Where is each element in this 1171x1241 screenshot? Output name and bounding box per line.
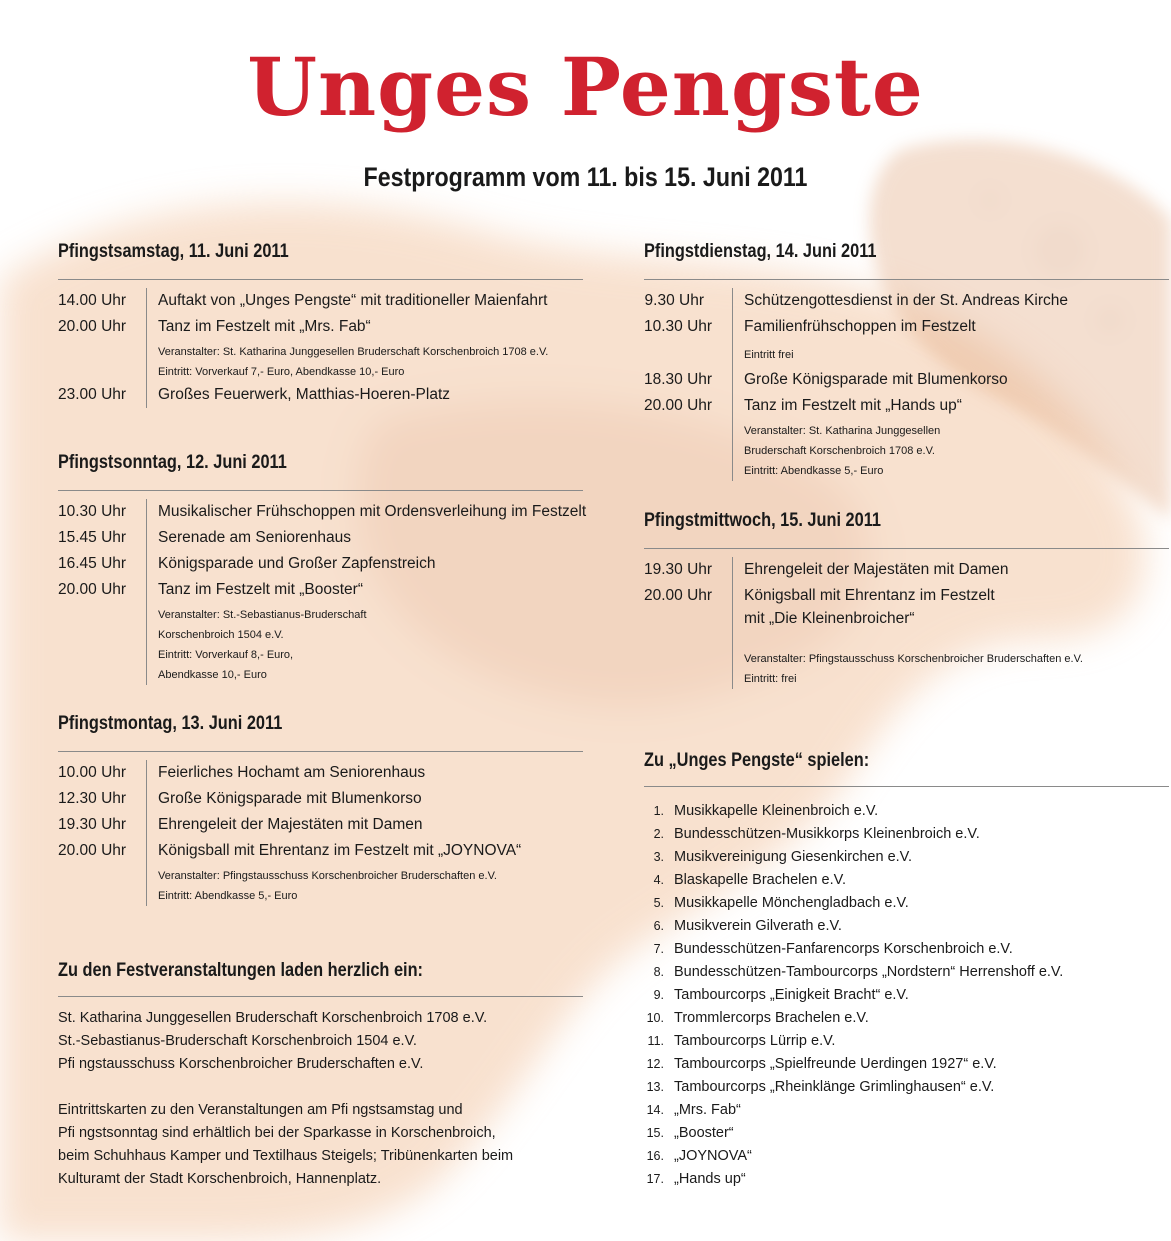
band-name: Trommlercorps Brachelen e.V. — [674, 1010, 869, 1026]
event-time: 23.00 Uhr — [58, 386, 127, 403]
list-number: 10. — [646, 1011, 664, 1025]
page-subtitle: Festprogramm vom 11. bis 15. Juni 2011 — [363, 162, 808, 192]
ticket-line: Eintrittskarten zu den Veranstaltungen am Pfi ngstsamstag und — [58, 1102, 463, 1118]
event-note: Eintritt: Vorverkauf 8,- Euro, — [158, 649, 294, 661]
divider — [644, 279, 1169, 280]
event-row — [644, 314, 1169, 340]
list-number: 3. — [653, 850, 664, 864]
band-list — [644, 800, 1169, 1191]
list-item — [644, 869, 1169, 892]
event-row — [58, 577, 583, 603]
band-name: Bundesschützen-Tambourcorps „Nordstern“ Herrenshoff e.V. — [674, 964, 1064, 980]
event-note: Veranstalter: Pfingstausschuss Korschenbroicher Bruderschaften e.V. — [744, 653, 1083, 665]
host-item: Pfi ngstausschuss Korschenbroicher Bruderschaften e.V. — [58, 1056, 424, 1072]
event-text: mit „Die Kleinenbroicher“ — [744, 610, 915, 627]
list-number: 5. — [653, 896, 664, 910]
list-item — [644, 1122, 1169, 1145]
event-note: Abendkasse 10,- Euro — [158, 669, 267, 681]
list-item — [644, 1099, 1169, 1122]
list-number: 2. — [653, 827, 664, 841]
event-text: Ehrengeleit der Majestäten mit Damen — [158, 816, 423, 833]
event-row — [644, 583, 1169, 609]
event-text: Serenade am Seniorenhaus — [158, 529, 352, 546]
list-item — [644, 915, 1169, 938]
list-number: 9. — [653, 988, 664, 1002]
event-time: 10.30 Uhr — [58, 503, 127, 520]
event-row — [58, 838, 583, 864]
invite-heading: Zu den Festveranstaltungen laden herzlich ein: — [58, 960, 424, 981]
list-item — [644, 1007, 1169, 1030]
event-list — [644, 288, 1169, 481]
divider — [58, 490, 583, 491]
event-row — [58, 786, 583, 812]
band-name: Blaskapelle Brachelen e.V. — [674, 872, 846, 888]
bands-heading: Zu „Unges Pengste“ spielen: — [644, 750, 870, 771]
band-name: Musikkapelle Kleinenbroich e.V. — [674, 803, 879, 819]
day-heading: Pfingstsamstag, 11. Juni 2011 — [58, 241, 289, 262]
event-time: 20.00 Uhr — [58, 842, 127, 859]
event-text: Tanz im Festzelt mit „Mrs. Fab“ — [158, 318, 371, 335]
band-name: Tambourcorps „Einigkeit Bracht“ e.V. — [674, 987, 909, 1003]
list-number: 13. — [646, 1080, 664, 1094]
event-text: Großes Feuerwerk, Matthias-Hoeren-Platz — [158, 386, 451, 403]
event-text: Große Königsparade mit Blumenkorso — [158, 790, 422, 807]
band-name: Tambourcorps Lürrip e.V. — [674, 1033, 836, 1049]
band-name: Bundesschützen-Fanfarencorps Korschenbroich e.V. — [674, 941, 1013, 957]
band-name: „Booster“ — [674, 1125, 734, 1141]
list-number: 8. — [653, 965, 664, 979]
list-number: 7. — [653, 942, 664, 956]
event-time: 20.00 Uhr — [58, 318, 127, 335]
invite-section — [58, 958, 583, 1191]
event-text: Familienfrühschoppen im Festzelt — [744, 318, 976, 335]
event-list — [58, 760, 583, 906]
event-time: 20.00 Uhr — [644, 587, 713, 604]
event-row — [58, 288, 583, 314]
event-time: 20.00 Uhr — [58, 581, 127, 598]
list-item — [644, 1076, 1169, 1099]
list-item — [644, 1145, 1169, 1168]
event-row — [58, 551, 583, 577]
list-number: 14. — [646, 1103, 664, 1117]
event-row — [58, 499, 587, 525]
host-list — [58, 1007, 583, 1076]
list-number: 11. — [647, 1034, 664, 1048]
list-number: 6. — [653, 919, 664, 933]
list-item — [644, 961, 1169, 984]
event-text: Tanz im Festzelt mit „Booster“ — [158, 581, 363, 598]
event-note: Veranstalter: Pfingstausschuss Korschenbroicher Bruderschaften e.V. — [158, 870, 497, 882]
event-time: 12.30 Uhr — [58, 790, 127, 807]
event-note: Veranstalter: St.-Sebastianus-Bruderschaft — [158, 609, 367, 621]
event-time: 10.00 Uhr — [58, 764, 127, 781]
event-text: Schützengottesdienst in der St. Andreas Kirche — [744, 292, 1068, 309]
event-text: Tanz im Festzelt mit „Hands up“ — [744, 397, 962, 414]
event-row — [644, 557, 1169, 583]
event-note: Veranstalter: St. Katharina Junggesellen — [744, 425, 941, 437]
list-item — [644, 938, 1169, 961]
ticket-line: Pfi ngstsonntag sind erhältlich bei der Sparkasse in Korschenbroich, — [58, 1125, 496, 1141]
event-list — [58, 499, 587, 685]
event-text: Große Königsparade mit Blumenkorso — [744, 371, 1008, 388]
event-row — [644, 367, 1169, 393]
event-note: Eintritt: frei — [744, 673, 797, 685]
event-row — [644, 288, 1169, 314]
day-heading: Pfingstdienstag, 14. Juni 2011 — [644, 241, 877, 262]
band-name: „Hands up“ — [674, 1171, 746, 1187]
event-time: 18.30 Uhr — [644, 371, 713, 388]
host-item: St.-Sebastianus-Bruderschaft Korschenbroich 1504 e.V. — [58, 1033, 417, 1049]
event-time: 20.00 Uhr — [644, 397, 713, 414]
list-number: 17. — [646, 1172, 664, 1186]
event-time: 16.45 Uhr — [58, 555, 127, 572]
event-text: Feierliches Hochamt am Seniorenhaus — [158, 764, 426, 781]
event-time: 15.45 Uhr — [58, 529, 127, 546]
event-text: Musikalischer Frühschoppen mit Ordensverleihung im Festzelt — [158, 503, 587, 520]
event-text: Königsball mit Ehrentanz im Festzelt — [744, 587, 995, 604]
divider — [644, 548, 1169, 549]
event-text: Ehrengeleit der Majestäten mit Damen — [744, 561, 1009, 578]
host-item: St. Katharina Junggesellen Bruderschaft Korschenbroich 1708 e.V. — [58, 1010, 488, 1026]
day-heading: Pfingstmontag, 13. Juni 2011 — [58, 713, 283, 734]
list-item — [644, 823, 1169, 846]
day-tuesday — [644, 239, 1169, 481]
event-row — [58, 812, 583, 838]
day-saturday — [58, 239, 583, 408]
ticket-info — [58, 1099, 583, 1191]
band-name: Tambourcorps „Rheinklänge Grimlinghausen“ e.V. — [674, 1079, 995, 1095]
band-name: „Mrs. Fab“ — [674, 1102, 741, 1118]
list-number: 4. — [653, 873, 664, 887]
event-note: Eintritt: Abendkasse 5,- Euro — [158, 890, 298, 902]
list-item — [644, 892, 1169, 915]
event-note: Korschenbroich 1504 e.V. — [158, 629, 284, 641]
list-number: 16. — [646, 1149, 664, 1163]
list-number: 15. — [646, 1126, 664, 1140]
event-row-continued — [644, 609, 1169, 631]
band-name: Tambourcorps „Spielfreunde Uerdingen 1927“ e.V. — [674, 1056, 997, 1072]
event-text: Königsparade und Großer Zapfenstreich — [158, 555, 436, 572]
day-sunday — [58, 450, 587, 685]
event-list — [644, 557, 1169, 689]
event-time: 19.30 Uhr — [58, 816, 127, 833]
list-number: 1. — [653, 804, 664, 818]
band-name: „JOYNOVA“ — [674, 1148, 752, 1164]
event-row — [58, 382, 583, 408]
event-note: Eintritt frei — [744, 349, 794, 361]
event-text: Königsball mit Ehrentanz im Festzelt mit „JOYNOVA“ — [158, 842, 522, 859]
divider — [58, 996, 583, 997]
day-monday — [58, 711, 583, 906]
list-item — [644, 1168, 1169, 1191]
divider — [58, 279, 583, 280]
divider — [58, 751, 583, 752]
event-row — [58, 525, 583, 551]
event-text: Auftakt von „Unges Pengste“ mit traditioneller Maienfahrt — [158, 292, 548, 309]
ticket-line: Kulturamt der Stadt Korschenbroich, Hannenplatz. — [58, 1171, 382, 1187]
event-time: 14.00 Uhr — [58, 292, 127, 309]
day-heading: Pfingstsonntag, 12. Juni 2011 — [58, 452, 287, 473]
band-name: Bundesschützen-Musikkorps Kleinenbroich e.V. — [674, 826, 980, 842]
event-note: Bruderschaft Korschenbroich 1708 e.V. — [744, 445, 935, 457]
page-title: Unges Pengste — [247, 40, 924, 134]
list-number: 12. — [646, 1057, 664, 1071]
divider — [644, 786, 1169, 787]
event-row — [58, 314, 583, 340]
event-time: 9.30 Uhr — [644, 292, 704, 309]
band-name: Musikkapelle Mönchengladbach e.V. — [674, 895, 909, 911]
event-time: 10.30 Uhr — [644, 318, 713, 335]
list-item — [644, 1053, 1169, 1076]
event-time: 19.30 Uhr — [644, 561, 713, 578]
event-row — [58, 760, 583, 786]
ticket-line: beim Schuhhaus Kamper und Textilhaus Steigels; Tribünenkarten beim — [58, 1148, 514, 1164]
list-item — [644, 984, 1169, 1007]
bands-section — [644, 748, 1169, 1191]
band-name: Musikverein Gilverath e.V. — [674, 918, 842, 934]
event-note: Eintritt: Abendkasse 5,- Euro — [744, 465, 884, 477]
list-item — [644, 1030, 1169, 1053]
day-wednesday — [644, 508, 1169, 689]
band-name: Musikvereinigung Giesenkirchen e.V. — [674, 849, 913, 865]
event-note: Veranstalter: St. Katharina Junggesellen Bruderschaft Korschenbroich 1708 e.V. — [158, 346, 549, 358]
event-list — [58, 288, 583, 408]
event-note: Eintritt: Vorverkauf 7,- Euro, Abendkasse 10,- Euro — [158, 366, 405, 378]
day-heading: Pfingstmittwoch, 15. Juni 2011 — [644, 510, 881, 531]
list-item — [644, 800, 1169, 823]
event-row — [644, 393, 1169, 419]
list-item — [644, 846, 1169, 869]
